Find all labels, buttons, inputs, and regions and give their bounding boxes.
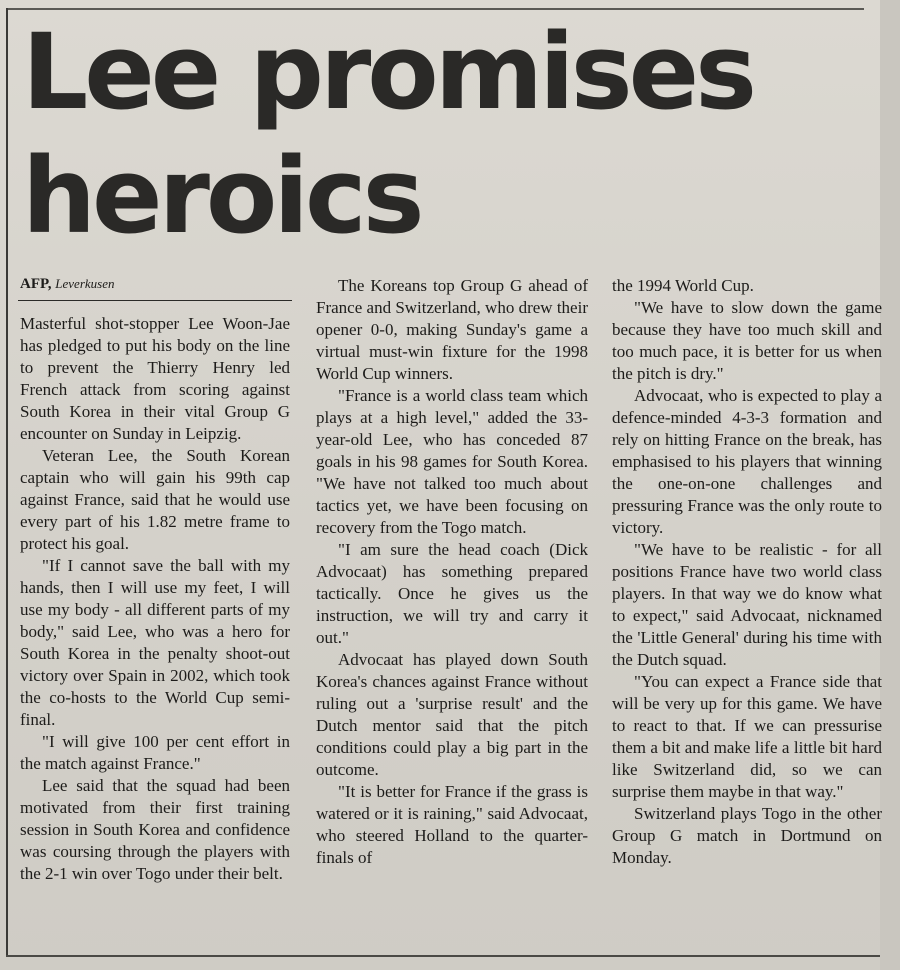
paragraph: "I am sure the head coach (Dick Advocaat) has something prepared tactically. Once he gives us the instruction, we will try and carry it out." (316, 540, 588, 647)
byline-place: Leverkusen (55, 276, 115, 291)
paragraph: Masterful shot-stopper Lee Woon-Jae has pledged to put his body on the line to prevent the Thierry Henry led French attack from scoring against South Korea in their vital Group G encounter on Sunday in Leipzig. (20, 314, 290, 443)
paragraph: "It is better for France if the grass is watered or it is raining," said Advocaat, who steered Holland to the quarter-finals of (316, 782, 588, 867)
column-1 (20, 313, 290, 885)
paragraph: The Koreans top Group G ahead of France and Switzerland, who drew their opener 0-0, making Sunday's game a virtual must-win fixture for the 1998 World Cup winners. (316, 276, 588, 383)
paragraph: Advocaat has played down South Korea's chances against France without ruling out a 'surprise result' and the Dutch mentor said that the pitch conditions could play a big part in the outcome. (316, 650, 588, 779)
paragraph: Lee said that the squad had been motivated from their first training session in South Korea and confidence was coursing through the players with the 2-1 win over Togo under their belt. (20, 776, 290, 883)
byline-rule (18, 300, 292, 301)
adjacent-page-strip (880, 0, 900, 970)
column-3 (612, 275, 882, 869)
paragraph: "We have to slow down the game because they have too much skill and too much pace, it is better for us when the pitch is dry." (612, 298, 882, 383)
paragraph: Advocaat, who is expected to play a defence-minded 4-3-3 formation and rely on hitting France on the break, has emphasised to his players that winning the one-on-one challenges and pressuring France was the only route to victory. (612, 386, 882, 537)
bottom-rule (6, 955, 900, 957)
paragraph: "We have to be realistic - for all positions France have two world class players. In that way we do know what to expect," said Advocaat, nicknamed the 'Little General' during his time with the Dutch squad. (612, 540, 882, 669)
paragraph: "If I cannot save the ball with my hands, then I will use my feet, I will use my body - all different parts of my body," said Lee, who was a hero for South Korea in the penalty shoot-out victory over Spain in 2002, which took the co-hosts to the World Cup semi-final. (20, 556, 290, 729)
paragraph: "I will give 100 per cent effort in the match against France." (20, 732, 290, 773)
paragraph: "France is a world class team which plays at a high level," added the 33-year-old Lee, who has conceded 87 goals in his 98 games for South Korea. "We have not talked too much about tactics yet, we have been focusing on recovery from the Togo match. (316, 386, 588, 537)
byline-agency: AFP, (20, 276, 52, 292)
paragraph: Switzerland plays Togo in the other Group G match in Dortmund on Monday. (612, 804, 882, 867)
left-rule (6, 8, 8, 956)
byline (20, 275, 114, 293)
headline: Lee promises heroics (22, 11, 754, 257)
paragraph: Veteran Lee, the South Korean captain who will gain his 99th cap against France, said that he would use every part of his 1.82 metre frame to protect his goal. (20, 446, 290, 553)
paragraph: the 1994 World Cup. (612, 276, 754, 295)
column-2 (316, 275, 588, 869)
paragraph: "You can expect a France side that will be very up for this game. We have to react to that. If we can pressurise them a bit and make life a little bit hard like Switzerland did, so we can surprise them maybe in that way." (612, 672, 882, 801)
